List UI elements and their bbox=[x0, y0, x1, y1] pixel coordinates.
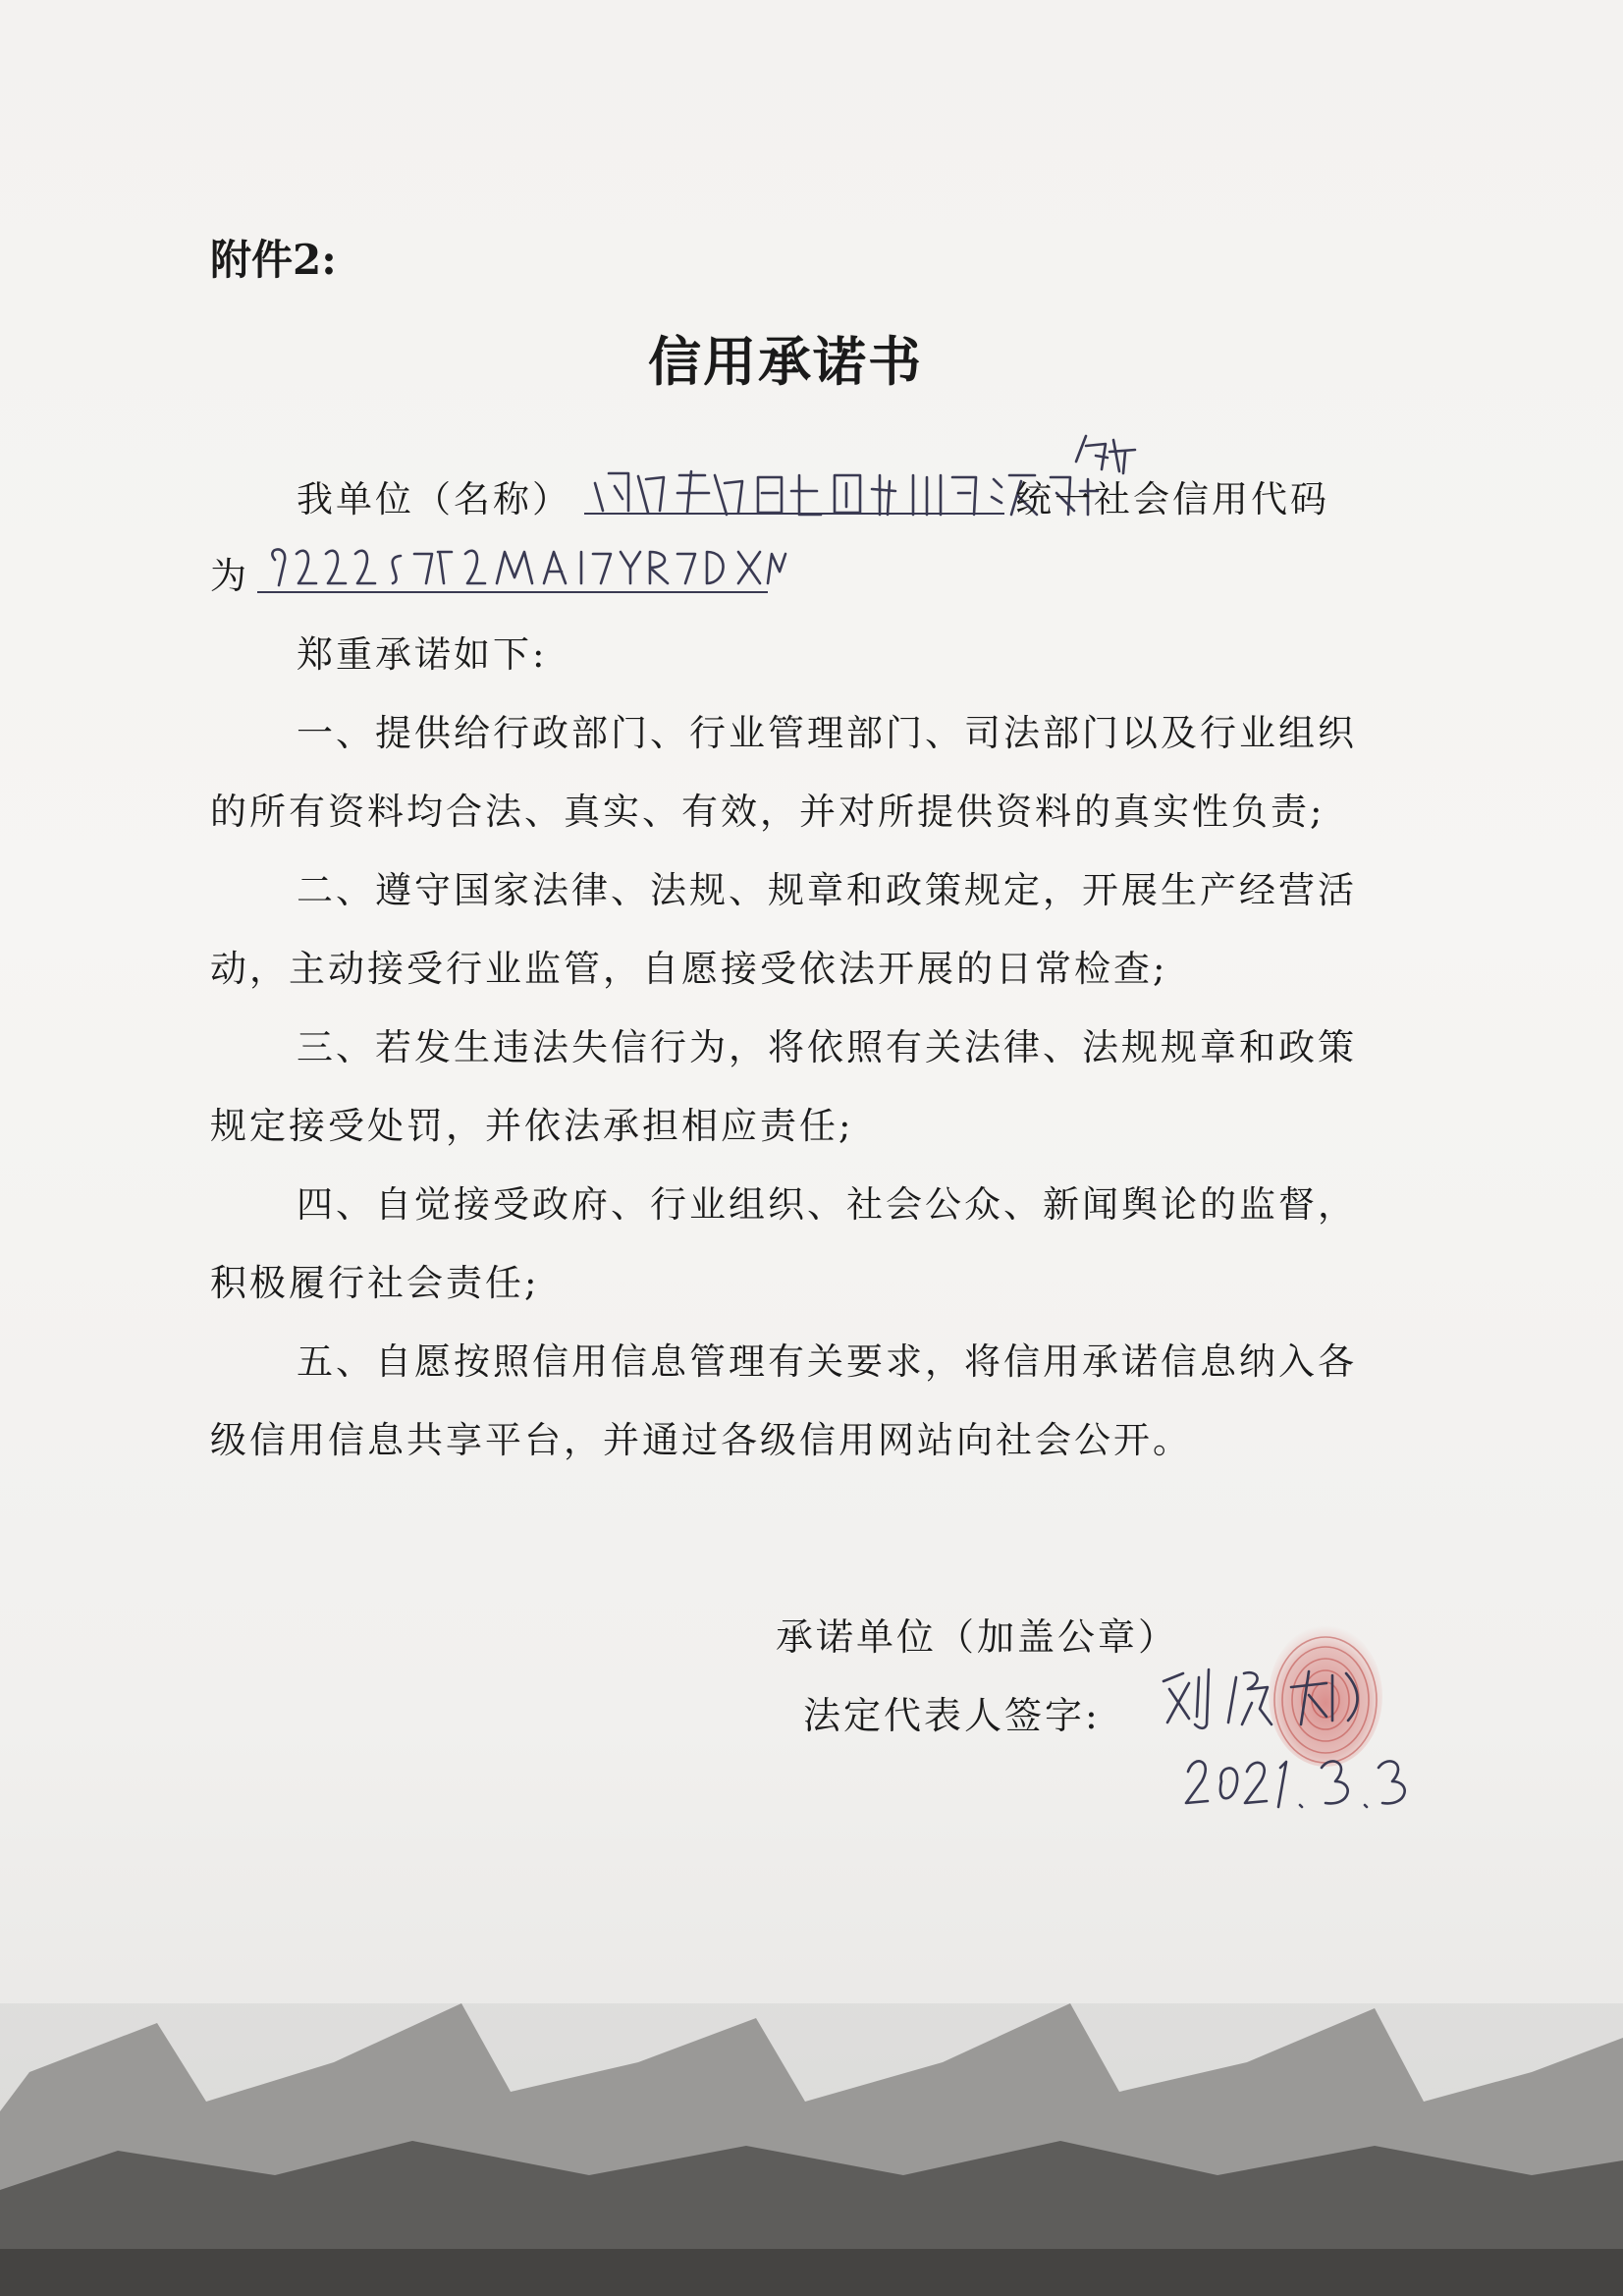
pledge-item-2-line-1: 二、遵守国家法律、法规、规章和政策规定，开展生产经营活 bbox=[297, 869, 1357, 911]
pledge-item-4-line-1: 四、自觉接受政府、行业组织、社会公众、新闻舆论的监督， bbox=[297, 1183, 1357, 1226]
pledge-item-5-line-1: 五、自愿按照信用信息管理有关要求，将信用承诺信息纳入各 bbox=[297, 1340, 1357, 1383]
attachment-label: 附件2: bbox=[210, 236, 337, 284]
company-name-label: 我单位（名称） bbox=[297, 478, 571, 520]
credit-code-label: 统一社会信用代码 bbox=[1015, 478, 1329, 520]
committing-unit-label: 承诺单位（加盖公章） bbox=[776, 1615, 1179, 1659]
pledge-item-5-line-2: 级信用信息共享平台，并通过各级信用网站向社会公开。 bbox=[210, 1419, 1192, 1461]
pledge-item-3-line-2: 规定接受处罚，并依法承担相应责任; bbox=[210, 1105, 854, 1147]
date-handwriting bbox=[1178, 1746, 1414, 1815]
pledge-item-1-line-2: 的所有资料均合法、真实、有效，并对所提供资料的真实性负责; bbox=[210, 791, 1325, 833]
credit-code-prefix: 为 bbox=[210, 555, 249, 597]
pledge-item-1-line-1: 一、提供给行政部门、行业管理部门、司法部门以及行业组织 bbox=[297, 712, 1357, 754]
credit-code-handwriting bbox=[257, 538, 787, 597]
pledge-intro: 郑重承诺如下: bbox=[297, 633, 548, 676]
legal-representative-label: 法定代表人签字: bbox=[803, 1694, 1101, 1737]
pledge-item-2-line-2: 动，主动接受行业监管，自愿接受依法开展的日常检查; bbox=[210, 948, 1168, 990]
document-title: 信用承诺书 bbox=[648, 330, 923, 393]
pledge-item-4-line-2: 积极履行社会责任; bbox=[210, 1262, 540, 1304]
pledge-item-3-line-1: 三、若发生违法失信行为，将依照有关法律、法规规章和政策 bbox=[297, 1026, 1357, 1068]
signature-handwriting bbox=[1154, 1660, 1380, 1738]
